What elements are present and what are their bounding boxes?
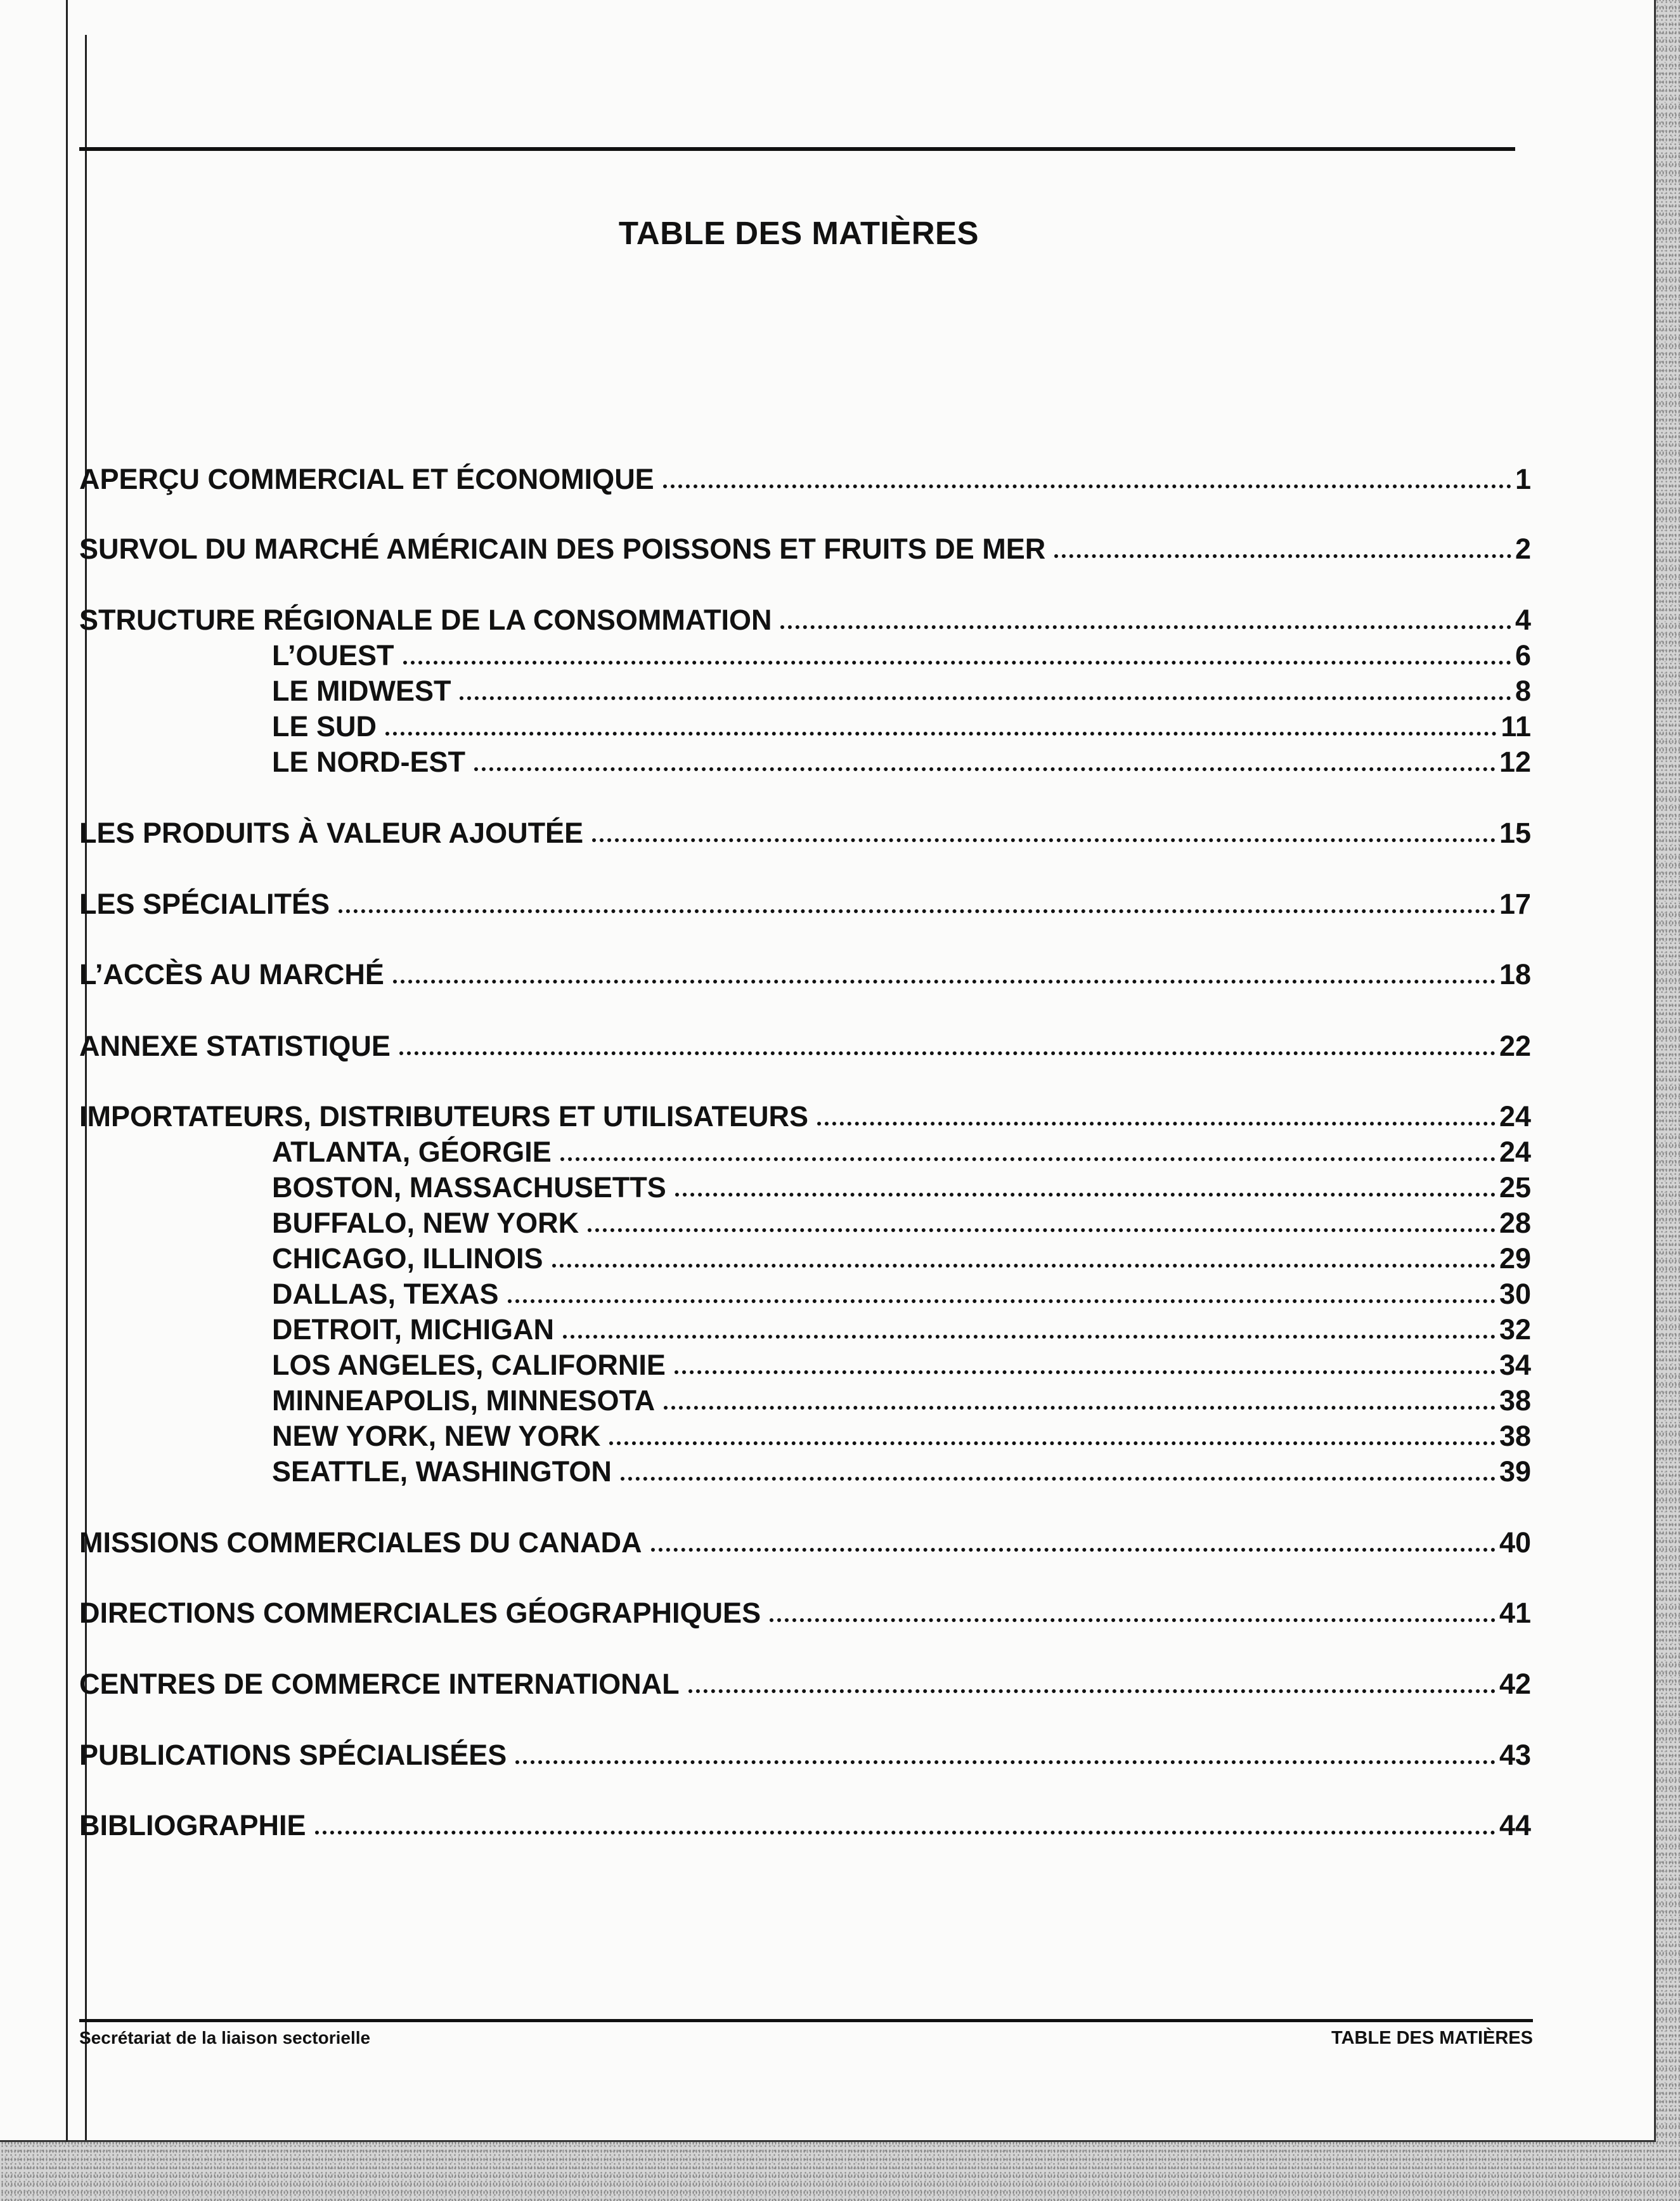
toc-entry-label: DIRECTIONS COMMERCIALES GÉOGRAPHIQUES	[79, 1597, 761, 1629]
toc-entry-label: DALLAS, TEXAS	[272, 1278, 499, 1310]
toc-entry-label: L’OUEST	[272, 639, 394, 672]
toc-entry-label: MINNEAPOLIS, MINNESOTA	[272, 1384, 656, 1417]
toc-dot-leader	[664, 1406, 1496, 1410]
toc-dot-leader	[339, 909, 1496, 913]
toc-page-number: 43	[1499, 1739, 1531, 1771]
toc-page-number: 4	[1515, 604, 1531, 636]
toc-dot-leader	[592, 838, 1496, 842]
toc-subentry[interactable]	[272, 1276, 1531, 1312]
toc-page-number: 11	[1501, 710, 1531, 743]
footer-section-title: TABLE DES MATIÈRES	[1331, 2028, 1533, 2048]
binding-line-outer	[66, 0, 68, 2142]
toc-dot-leader	[508, 1299, 1496, 1303]
toc-subentry[interactable]	[272, 638, 1531, 673]
toc-page-number: 1	[1515, 463, 1531, 495]
toc-subentry[interactable]	[272, 1241, 1531, 1276]
toc-page-number: 44	[1499, 1809, 1531, 1841]
footer-publisher: Secrétariat de la liaison sectorielle	[79, 2028, 371, 2048]
toc-dot-leader	[675, 1193, 1496, 1197]
toc-dot-leader	[588, 1228, 1496, 1232]
toc-page-number: 32	[1499, 1313, 1531, 1346]
toc-entry-label: LE SUD	[272, 710, 377, 743]
toc-subentry[interactable]	[272, 1419, 1531, 1454]
toc-page-number: 12	[1499, 746, 1531, 778]
toc-dot-leader	[609, 1441, 1496, 1445]
toc-dot-leader	[393, 980, 1496, 984]
toc-page-number: 38	[1499, 1384, 1531, 1417]
toc-entry-label: LES PRODUITS À VALEUR AJOUTÉE	[79, 817, 584, 849]
page-title: TABLE DES MATIÈRES	[618, 215, 979, 251]
toc-dot-leader	[780, 625, 1511, 629]
toc-entry[interactable]	[79, 1099, 1531, 1134]
toc-page-number: 34	[1499, 1349, 1531, 1381]
toc-entry[interactable]	[79, 602, 1531, 638]
toc-page-number: 22	[1499, 1030, 1531, 1062]
footer-rule	[79, 2019, 1533, 2022]
toc-dot-leader	[817, 1122, 1496, 1126]
toc-subentry[interactable]	[272, 709, 1531, 744]
toc-page-number: 8	[1515, 675, 1531, 707]
toc-entry-label: LE MIDWEST	[272, 675, 451, 707]
toc-entry[interactable]	[79, 1666, 1531, 1702]
toc-entry-label: PUBLICATIONS SPÉCIALISÉES	[79, 1739, 507, 1771]
toc-entry[interactable]	[79, 815, 1531, 851]
toc-dot-leader	[621, 1477, 1496, 1481]
toc-subentry[interactable]	[272, 673, 1531, 709]
toc-page-number: 2	[1515, 533, 1531, 565]
toc-subentry[interactable]	[272, 1454, 1531, 1490]
toc-dot-leader	[399, 1051, 1496, 1055]
toc-page-number: 28	[1499, 1207, 1531, 1239]
toc-dot-leader	[651, 1548, 1496, 1552]
toc-entry-label: BIBLIOGRAPHIE	[79, 1809, 306, 1841]
toc-dot-leader	[663, 484, 1511, 488]
toc-page-number: 17	[1499, 888, 1531, 920]
table-of-contents	[79, 0, 1531, 1902]
toc-dot-leader	[1054, 554, 1511, 558]
toc-entry-label: CENTRES DE COMMERCE INTERNATIONAL	[79, 1668, 680, 1700]
toc-page-number: 15	[1499, 817, 1531, 849]
toc-page-number: 24	[1499, 1100, 1531, 1133]
toc-entry-label: NEW YORK, NEW YORK	[272, 1420, 601, 1452]
toc-entry-label: APERÇU COMMERCIAL ET ÉCONOMIQUE	[79, 463, 654, 495]
toc-page-number: 40	[1499, 1526, 1531, 1559]
toc-page-number: 29	[1499, 1242, 1531, 1275]
toc-dot-leader	[403, 661, 1511, 665]
toc-dot-leader	[675, 1370, 1496, 1374]
toc-entry-label: DETROIT, MICHIGAN	[272, 1313, 554, 1346]
toc-page-number: 6	[1515, 639, 1531, 672]
toc-entry-label: LES SPÉCIALITÉS	[79, 888, 330, 920]
toc-page-number: 24	[1499, 1136, 1531, 1168]
toc-entry[interactable]	[79, 1737, 1531, 1773]
toc-entry-label: SURVOL DU MARCHÉ AMÉRICAIN DES POISSONS ET FRUITS DE MER	[79, 533, 1046, 565]
toc-entry[interactable]	[79, 1808, 1531, 1843]
toc-entry[interactable]	[79, 1595, 1531, 1631]
toc-dot-leader	[560, 1157, 1496, 1161]
toc-entry-label: LE NORD-EST	[272, 746, 466, 778]
toc-subentry[interactable]	[272, 1312, 1531, 1347]
toc-page-number: 25	[1499, 1171, 1531, 1204]
toc-dot-leader	[474, 767, 1496, 771]
toc-entry-label: BUFFALO, NEW YORK	[272, 1207, 579, 1239]
toc-entry[interactable]	[79, 1029, 1531, 1064]
toc-page-number: 18	[1499, 958, 1531, 990]
toc-entry-label: MISSIONS COMMERCIALES DU CANADA	[79, 1526, 642, 1559]
toc-entry[interactable]	[79, 531, 1531, 567]
toc-page-number: 39	[1499, 1455, 1531, 1488]
toc-entry[interactable]	[79, 957, 1531, 992]
toc-dot-leader	[563, 1335, 1496, 1339]
toc-dot-leader	[770, 1618, 1496, 1622]
toc-subentry[interactable]	[272, 1383, 1531, 1419]
toc-entry-label: L’ACCÈS AU MARCHÉ	[79, 958, 384, 990]
toc-entry[interactable]	[79, 1525, 1531, 1561]
toc-entry-label: LOS ANGELES, CALIFORNIE	[272, 1349, 666, 1381]
toc-dot-leader	[688, 1689, 1496, 1693]
toc-entry-label: ANNEXE STATISTIQUE	[79, 1030, 391, 1062]
toc-entry-label: STRUCTURE RÉGIONALE DE LA CONSOMMATION	[79, 604, 772, 636]
toc-subentry[interactable]	[272, 1205, 1531, 1241]
toc-subentry[interactable]	[272, 744, 1531, 780]
toc-entry-label: ATLANTA, GÉORGIE	[272, 1136, 552, 1168]
toc-entry-label: SEATTLE, WASHINGTON	[272, 1455, 612, 1488]
toc-page-number: 41	[1499, 1597, 1531, 1629]
toc-dot-leader	[460, 696, 1511, 700]
toc-entry-label: BOSTON, MASSACHUSETTS	[272, 1171, 666, 1204]
toc-subentry[interactable]	[272, 1170, 1531, 1205]
toc-dot-leader	[515, 1760, 1496, 1764]
toc-entry-label: CHICAGO, ILLINOIS	[272, 1242, 543, 1275]
toc-dot-leader	[315, 1831, 1496, 1834]
toc-subentry[interactable]	[272, 1134, 1531, 1170]
toc-page-number: 30	[1499, 1278, 1531, 1310]
toc-page-number: 38	[1499, 1420, 1531, 1452]
toc-dot-leader	[385, 732, 1497, 736]
toc-subentry[interactable]	[272, 1347, 1531, 1383]
toc-entry[interactable]	[79, 462, 1531, 497]
toc-dot-leader	[552, 1264, 1496, 1268]
toc-entry-label: IMPORTATEURS, DISTRIBUTEURS ET UTILISATEURS	[79, 1100, 809, 1133]
toc-page-number: 42	[1499, 1668, 1531, 1700]
toc-entry[interactable]	[79, 886, 1531, 922]
